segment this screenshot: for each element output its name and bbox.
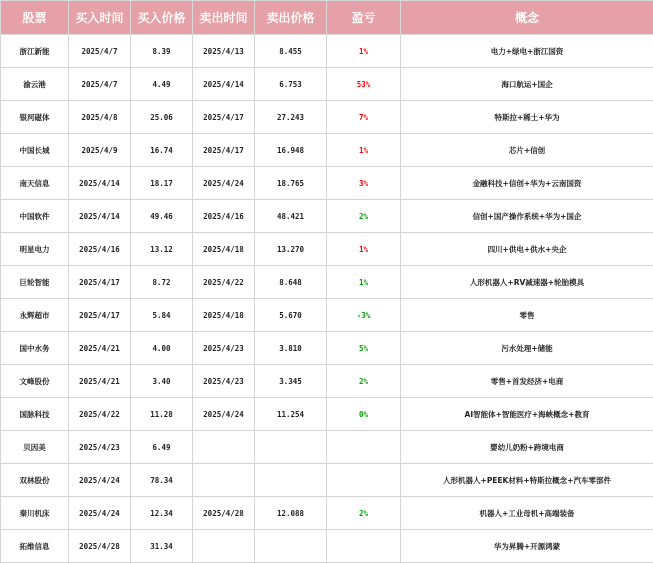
sell-price-cell[interactable]: 11.254 bbox=[255, 398, 327, 431]
sell-time-cell[interactable]: 2025/4/24 bbox=[193, 398, 255, 431]
concept-cell[interactable]: 人形机器人+RV减速器+轮胎模具 bbox=[401, 266, 653, 299]
sell-price-cell[interactable]: 18.765 bbox=[255, 167, 327, 200]
buy-time-cell[interactable]: 2025/4/7 bbox=[69, 35, 131, 68]
stock-cell[interactable]: 双林股份 bbox=[1, 464, 69, 497]
concept-cell[interactable]: 零售+首发经济+电商 bbox=[401, 365, 653, 398]
pnl-cell[interactable] bbox=[327, 530, 401, 563]
pnl-cell[interactable]: -3% bbox=[327, 299, 401, 332]
concept-cell[interactable]: 华为昇腾+开源鸿蒙 bbox=[401, 530, 653, 563]
buy-time-cell[interactable]: 2025/4/16 bbox=[69, 233, 131, 266]
pnl-cell[interactable]: 1% bbox=[327, 266, 401, 299]
sell-price-cell[interactable] bbox=[255, 431, 327, 464]
pnl-cell[interactable]: 2% bbox=[327, 200, 401, 233]
buy-price-cell[interactable]: 18.17 bbox=[131, 167, 193, 200]
concept-cell[interactable]: 特斯拉+稀土+华为 bbox=[401, 101, 653, 134]
sell-time-cell[interactable] bbox=[193, 464, 255, 497]
concept-cell[interactable]: 信创+国产操作系统+华为+国企 bbox=[401, 200, 653, 233]
table-row bbox=[1, 266, 653, 299]
table-row bbox=[1, 167, 653, 200]
pnl-cell[interactable]: 3% bbox=[327, 167, 401, 200]
buy-time-cell[interactable]: 2025/4/21 bbox=[69, 365, 131, 398]
concept-cell[interactable]: 人形机器人+PEEK材料+特斯拉概念+汽车零部件 bbox=[401, 464, 653, 497]
stock-cell[interactable]: 国中水务 bbox=[1, 332, 69, 365]
concept-cell[interactable]: 芯片+信创 bbox=[401, 134, 653, 167]
concept-cell[interactable]: 零售 bbox=[401, 299, 653, 332]
table-row bbox=[1, 233, 653, 266]
stock-cell[interactable]: 浙江新能 bbox=[1, 35, 69, 68]
stock-cell[interactable]: 银河磁体 bbox=[1, 101, 69, 134]
concept-cell[interactable]: 四川+供电+供水+央企 bbox=[401, 233, 653, 266]
table-row bbox=[1, 101, 653, 134]
concept-cell[interactable]: 海口航运+国企 bbox=[401, 68, 653, 101]
buy-price-cell[interactable]: 8.39 bbox=[131, 35, 193, 68]
stock-cell[interactable]: 明星电力 bbox=[1, 233, 69, 266]
pnl-cell[interactable] bbox=[327, 431, 401, 464]
pnl-cell[interactable]: 0% bbox=[327, 398, 401, 431]
stock-cell[interactable]: 中国软件 bbox=[1, 200, 69, 233]
buy-price-cell[interactable]: 25.06 bbox=[131, 101, 193, 134]
concept-cell[interactable]: 婴幼儿奶粉+跨境电商 bbox=[401, 431, 653, 464]
sell-price-cell[interactable]: 48.421 bbox=[255, 200, 327, 233]
table-row bbox=[1, 35, 653, 68]
pnl-cell[interactable] bbox=[327, 464, 401, 497]
pnl-cell[interactable]: 1% bbox=[327, 134, 401, 167]
pnl-cell[interactable]: 1% bbox=[327, 35, 401, 68]
sell-time-cell[interactable]: 2025/4/22 bbox=[193, 266, 255, 299]
buy-time-cell[interactable]: 2025/4/24 bbox=[69, 464, 131, 497]
header-buy-time[interactable]: 买入时间 bbox=[69, 1, 131, 35]
header-row bbox=[1, 1, 653, 35]
sell-price-cell[interactable]: 27.243 bbox=[255, 101, 327, 134]
header-stock[interactable]: 股票 bbox=[1, 1, 69, 35]
buy-price-cell[interactable]: 6.49 bbox=[131, 431, 193, 464]
buy-price-cell[interactable]: 4.49 bbox=[131, 68, 193, 101]
stock-cell[interactable]: 中国长城 bbox=[1, 134, 69, 167]
stock-cell[interactable]: 贝因美 bbox=[1, 431, 69, 464]
concept-cell[interactable]: 电力+绿电+浙江国资 bbox=[401, 35, 653, 68]
buy-time-cell[interactable]: 2025/4/24 bbox=[69, 497, 131, 530]
table-row bbox=[1, 299, 653, 332]
buy-price-cell[interactable]: 5.84 bbox=[131, 299, 193, 332]
buy-time-cell[interactable]: 2025/4/14 bbox=[69, 200, 131, 233]
sell-time-cell[interactable]: 2025/4/18 bbox=[193, 233, 255, 266]
table-row bbox=[1, 134, 653, 167]
table-row bbox=[1, 431, 653, 464]
header-pnl[interactable]: 盈亏 bbox=[327, 1, 401, 35]
stock-cell[interactable]: 永辉超市 bbox=[1, 299, 69, 332]
buy-price-cell[interactable]: 78.34 bbox=[131, 464, 193, 497]
table-row bbox=[1, 497, 653, 530]
pnl-cell[interactable]: 2% bbox=[327, 497, 401, 530]
stock-cell[interactable]: 秦川机床 bbox=[1, 497, 69, 530]
pnl-cell[interactable]: 1% bbox=[327, 233, 401, 266]
table-row bbox=[1, 365, 653, 398]
header-sell-time[interactable]: 卖出时间 bbox=[193, 1, 255, 35]
sell-time-cell[interactable]: 2025/4/17 bbox=[193, 134, 255, 167]
buy-time-cell[interactable]: 2025/4/9 bbox=[69, 134, 131, 167]
table-row bbox=[1, 332, 653, 365]
header-concept[interactable]: 概念 bbox=[401, 1, 653, 35]
buy-price-cell[interactable]: 8.72 bbox=[131, 266, 193, 299]
buy-time-cell[interactable]: 2025/4/21 bbox=[69, 332, 131, 365]
buy-price-cell[interactable]: 4.00 bbox=[131, 332, 193, 365]
buy-price-cell[interactable]: 16.74 bbox=[131, 134, 193, 167]
concept-cell[interactable]: AI智能体+智能医疗+海峡概念+教育 bbox=[401, 398, 653, 431]
buy-price-cell[interactable]: 11.28 bbox=[131, 398, 193, 431]
buy-time-cell[interactable]: 2025/4/23 bbox=[69, 431, 131, 464]
sell-time-cell[interactable]: 2025/4/28 bbox=[193, 497, 255, 530]
sell-price-cell[interactable]: 8.455 bbox=[255, 35, 327, 68]
buy-price-cell[interactable]: 12.34 bbox=[131, 497, 193, 530]
table-row bbox=[1, 200, 653, 233]
sell-time-cell[interactable]: 2025/4/13 bbox=[193, 35, 255, 68]
sell-price-cell[interactable]: 12.088 bbox=[255, 497, 327, 530]
pnl-cell[interactable]: 7% bbox=[327, 101, 401, 134]
sell-price-cell[interactable] bbox=[255, 464, 327, 497]
stock-cell[interactable]: 南天信息 bbox=[1, 167, 69, 200]
stock-cell[interactable]: 巨轮智能 bbox=[1, 266, 69, 299]
pnl-cell[interactable]: 53% bbox=[327, 68, 401, 101]
concept-cell[interactable]: 金融科技+信创+华为+云南国资 bbox=[401, 167, 653, 200]
sell-time-cell[interactable]: 2025/4/16 bbox=[193, 200, 255, 233]
sell-price-cell[interactable]: 3.345 bbox=[255, 365, 327, 398]
sell-price-cell[interactable]: 8.648 bbox=[255, 266, 327, 299]
pnl-cell[interactable]: 2% bbox=[327, 365, 401, 398]
sell-time-cell[interactable]: 2025/4/17 bbox=[193, 101, 255, 134]
sell-time-cell[interactable]: 2025/4/23 bbox=[193, 365, 255, 398]
buy-time-cell[interactable]: 2025/4/14 bbox=[69, 167, 131, 200]
sell-time-cell[interactable] bbox=[193, 431, 255, 464]
sell-time-cell[interactable]: 2025/4/18 bbox=[193, 299, 255, 332]
stock-cell[interactable]: 文峰股份 bbox=[1, 365, 69, 398]
buy-price-cell[interactable]: 3.40 bbox=[131, 365, 193, 398]
buy-price-cell[interactable]: 13.12 bbox=[131, 233, 193, 266]
sell-time-cell[interactable]: 2025/4/24 bbox=[193, 167, 255, 200]
pnl-cell[interactable]: 5% bbox=[327, 332, 401, 365]
table-row bbox=[1, 530, 653, 563]
sell-price-cell[interactable]: 3.810 bbox=[255, 332, 327, 365]
stock-cell[interactable]: 拓维信息 bbox=[1, 530, 69, 563]
buy-time-cell[interactable]: 2025/4/17 bbox=[69, 266, 131, 299]
concept-cell[interactable]: 污水处理+储能 bbox=[401, 332, 653, 365]
buy-time-cell[interactable]: 2025/4/28 bbox=[69, 530, 131, 563]
header-buy-price[interactable]: 买入价格 bbox=[131, 1, 193, 35]
stock-cell[interactable]: 渝云港 bbox=[1, 68, 69, 101]
buy-price-cell[interactable]: 49.46 bbox=[131, 200, 193, 233]
sell-price-cell[interactable]: 16.948 bbox=[255, 134, 327, 167]
sell-time-cell[interactable] bbox=[193, 530, 255, 563]
buy-time-cell[interactable]: 2025/4/17 bbox=[69, 299, 131, 332]
table-row bbox=[1, 68, 653, 101]
table-row bbox=[1, 398, 653, 431]
sell-price-cell[interactable]: 5.670 bbox=[255, 299, 327, 332]
sell-time-cell[interactable]: 2025/4/14 bbox=[193, 68, 255, 101]
sell-price-cell[interactable]: 13.270 bbox=[255, 233, 327, 266]
sell-price-cell[interactable]: 6.753 bbox=[255, 68, 327, 101]
buy-price-cell[interactable]: 31.34 bbox=[131, 530, 193, 563]
concept-cell[interactable]: 机器人+工业母机+高端装备 bbox=[401, 497, 653, 530]
header-sell-price[interactable]: 卖出价格 bbox=[255, 1, 327, 35]
sell-price-cell[interactable] bbox=[255, 530, 327, 563]
sell-time-cell[interactable]: 2025/4/23 bbox=[193, 332, 255, 365]
buy-time-cell[interactable]: 2025/4/7 bbox=[69, 68, 131, 101]
table-row bbox=[1, 464, 653, 497]
stock-cell[interactable]: 国脉科技 bbox=[1, 398, 69, 431]
buy-time-cell[interactable]: 2025/4/8 bbox=[69, 101, 131, 134]
buy-time-cell[interactable]: 2025/4/22 bbox=[69, 398, 131, 431]
